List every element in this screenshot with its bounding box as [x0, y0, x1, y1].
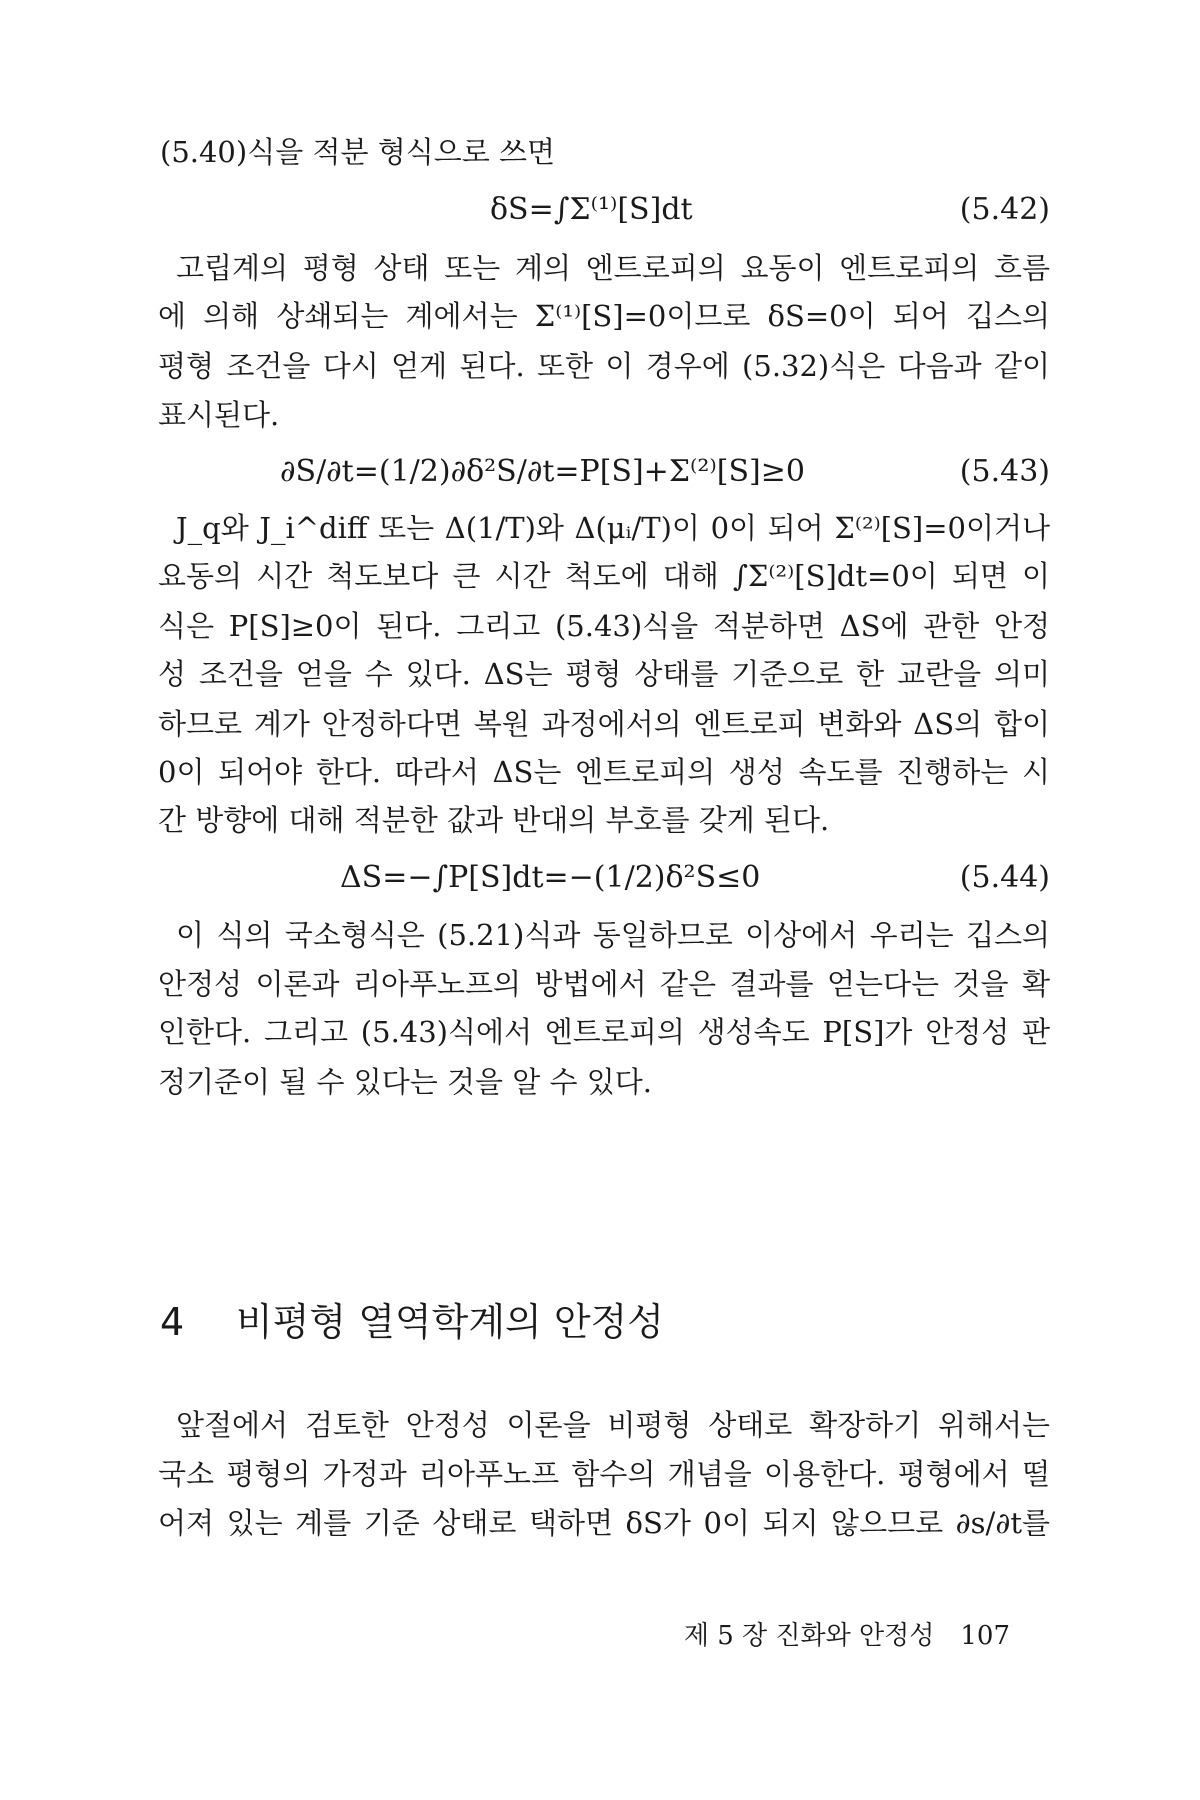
text-line: 고립계의 평형 상태 또는 계의 엔트로피의 요동이 엔트로피의 흐름: [176, 251, 1050, 285]
text-line: 에 의해 상쇄되는 계에서는 Σ⁽¹⁾[S]=0이므로 δS=0이 되어 깁스의: [158, 299, 1050, 333]
text-line: 이 식의 국소형식은 (5.21)식과 동일하므로 이상에서 우리는 깁스의: [176, 918, 1050, 952]
section-heading: [160, 1297, 860, 1347]
equation-5-44: ΔS=−∫P[S]dt=−(1/2)δ²S≤0: [340, 860, 761, 895]
equation-number-5-44: (5.44): [959, 860, 1050, 895]
text-line: 국소 평형의 가정과 리아푸노프 함수의 개념을 이용한다. 평형에서 떨: [158, 1457, 1050, 1491]
page-number: 107: [960, 1621, 1010, 1651]
text-line: 간 방향에 대해 적분한 값과 반대의 부호를 갖게 된다.: [158, 803, 830, 837]
text-line: 식은 P[S]≥0이 된다. 그리고 (5.43)식을 적분하면 ΔS에 관한 안정: [158, 609, 1050, 643]
text-line: 안정성 이론과 리아푸노프의 방법에서 같은 결과를 얻는다는 것을 확: [158, 967, 1050, 1001]
text-line: 성 조건을 얻을 수 있다. ΔS는 평형 상태를 기준으로 한 교란을 의미: [158, 657, 1050, 691]
equation-number-5-42: (5.42): [959, 192, 1050, 227]
text-line: 앞절에서 검토한 안정성 이론을 비평형 상태로 확장하기 위해서는: [176, 1408, 1050, 1442]
text-line: J_q와 J_i^diff 또는 Δ(1/T)와 Δ(μᵢ/T)이 0이 되어 Σ⁽²⁾[S]=0이거나: [176, 511, 1050, 545]
section-number: 4: [160, 1300, 185, 1344]
text-line: 요동의 시간 척도보다 큰 시간 척도에 대해 ∫Σ⁽²⁾[S]dt=0이 되면 이: [158, 559, 1050, 593]
section-title: 비평형 열역학계의 안정성: [236, 1300, 664, 1344]
text-line: 표시된다.: [158, 398, 280, 432]
text-line: 어져 있는 계를 기준 상태로 택하면 δS가 0이 되지 않으므로 ∂s/∂t를: [158, 1506, 1050, 1540]
text-line: 인한다. 그리고 (5.43)식에서 엔트로피의 생성속도 P[S]가 안정성 판: [158, 1015, 1050, 1049]
text-line: 평형 조건을 다시 얻게 된다. 또한 이 경우에 (5.32)식은 다음과 같이: [158, 349, 1050, 383]
equation-5-42: δS=∫Σ⁽¹⁾[S]dt: [490, 192, 693, 227]
chapter-title: 제 5 장 진화와 안정성: [683, 1621, 935, 1651]
page-footer: [684, 1618, 1010, 1654]
equation-5-43: ∂S/∂t=(1/2)∂δ²S/∂t=P[S]+Σ⁽²⁾[S]≥0: [280, 454, 805, 489]
intro-line: (5.40)식을 적분 형식으로 쓰면: [160, 135, 555, 169]
text-line: 정기준이 될 수 있다는 것을 알 수 있다.: [158, 1065, 652, 1099]
text-line: 0이 되어야 한다. 따라서 ΔS는 엔트로피의 생성 속도를 진행하는 시: [158, 755, 1050, 789]
equation-number-5-43: (5.43): [959, 454, 1050, 489]
text-line: 하므로 계가 안정하다면 복원 과정에서의 엔트로피 변화와 ΔS의 합이: [158, 707, 1050, 741]
